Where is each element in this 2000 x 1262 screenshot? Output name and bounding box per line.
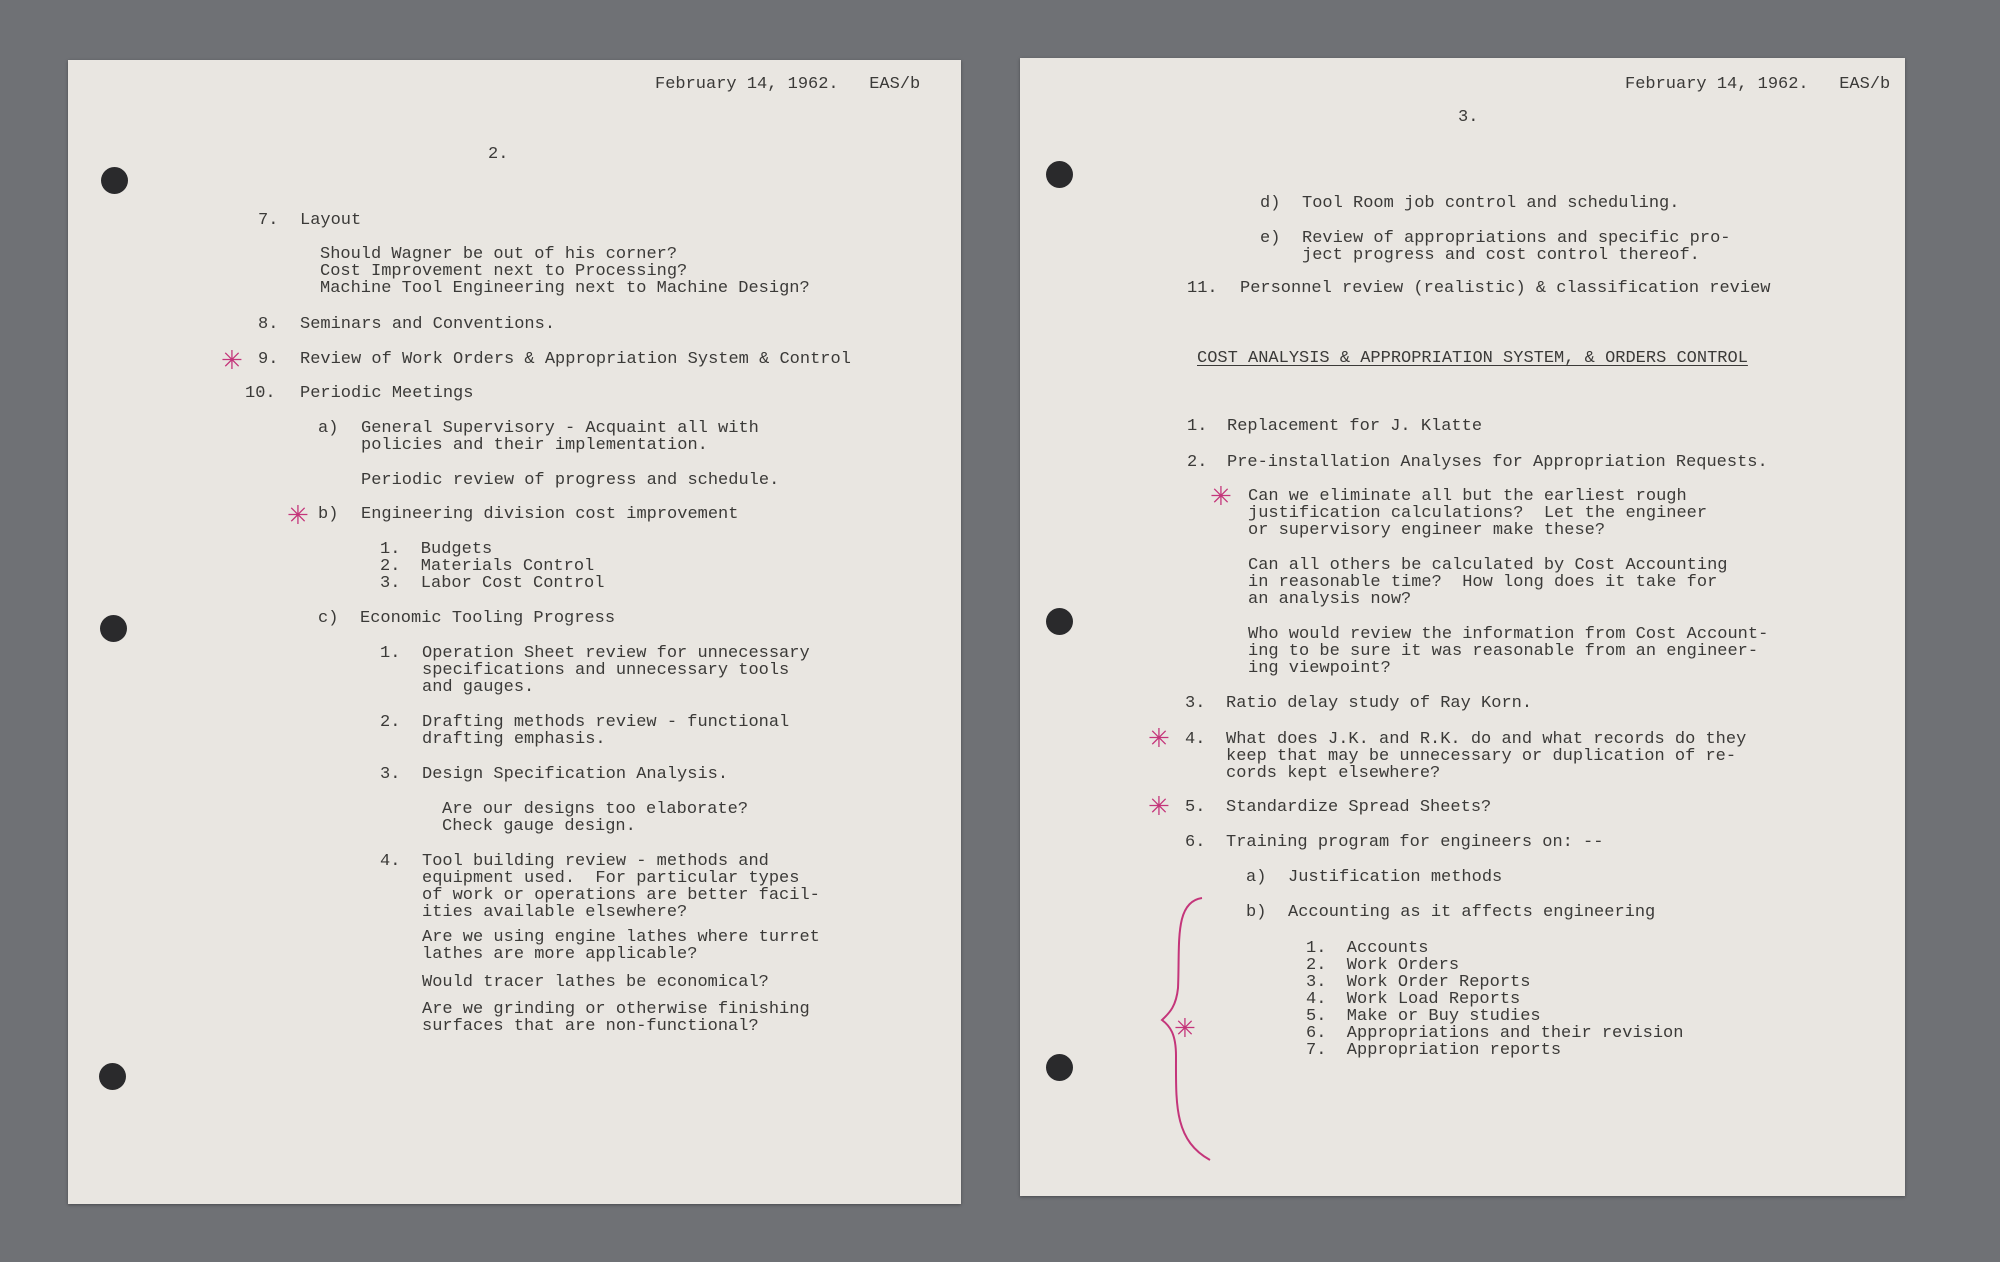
item-number: 11. bbox=[1187, 279, 1218, 298]
punch-hole bbox=[1046, 161, 1073, 188]
item-number: 4. bbox=[1185, 730, 1206, 749]
text-line: of work or operations are better facil- bbox=[422, 886, 820, 905]
text-line: General Supervisory - Acquaint all with bbox=[361, 419, 759, 438]
item-number: 8. bbox=[258, 315, 279, 334]
sub-title: Economic Tooling Progress bbox=[360, 609, 616, 628]
date-reference: February 14, 1962. EAS/b bbox=[1625, 75, 1891, 94]
text-line: Can all others be calculated by Cost Accounting bbox=[1248, 556, 1728, 575]
item-number: 3. bbox=[380, 765, 401, 784]
item-number: 1. bbox=[1187, 417, 1208, 436]
text-line: in reasonable time? How long does it take for bbox=[1248, 573, 1718, 592]
item-number: 5. bbox=[1185, 798, 1206, 817]
asterisk-annotation: ✳ bbox=[1210, 482, 1232, 512]
asterisk-annotation: ✳ bbox=[1174, 1014, 1196, 1044]
text-line: keep that may be unnecessary or duplication of re- bbox=[1226, 747, 1737, 766]
text-line: Review of appropriations and specific pro- bbox=[1302, 229, 1731, 248]
text-line: Operation Sheet review for unnecessary bbox=[422, 644, 810, 663]
text-line: ing viewpoint? bbox=[1248, 659, 1391, 678]
text-line: Can we eliminate all but the earliest rough bbox=[1248, 487, 1687, 506]
item-title: Periodic Meetings bbox=[300, 384, 474, 403]
text-line: surfaces that are non-functional? bbox=[422, 1017, 759, 1036]
text-line: Drafting methods review - functional bbox=[422, 713, 790, 732]
item-number: 7. bbox=[258, 211, 279, 230]
item-number: 6. bbox=[1185, 833, 1206, 852]
text-line: Machine Tool Engineering next to Machine Design? bbox=[320, 279, 810, 298]
list-item: 3. Work Order Reports bbox=[1306, 973, 1531, 992]
document-page-2 bbox=[68, 60, 961, 1204]
punch-hole bbox=[101, 167, 128, 194]
section-heading: COST ANALYSIS & APPROPRIATION SYSTEM, & ORDERS CONTROL bbox=[1197, 349, 1748, 368]
text-line: Are we using engine lathes where turret bbox=[422, 928, 820, 947]
page-number: 2. bbox=[488, 145, 509, 164]
list-item: 2. Work Orders bbox=[1306, 956, 1460, 975]
text-line: ing to be sure it was reasonable from an engineer- bbox=[1248, 642, 1759, 661]
list-item: 2. Materials Control bbox=[380, 557, 595, 576]
text-line: Tool Room job control and scheduling. bbox=[1302, 194, 1680, 213]
list-item: 4. Work Load Reports bbox=[1306, 990, 1521, 1009]
item-title: Standardize Spread Sheets? bbox=[1226, 798, 1492, 817]
item-title: Personnel review (realistic) & classification review bbox=[1240, 279, 1771, 298]
text-line: justification calculations? Let the engineer bbox=[1248, 504, 1708, 523]
item-number: 10. bbox=[245, 384, 276, 403]
punch-hole bbox=[100, 615, 127, 642]
item-number: 9. bbox=[258, 350, 279, 369]
asterisk-annotation: ✳ bbox=[1148, 724, 1170, 754]
sub-label: c) bbox=[318, 609, 339, 628]
item-title: Pre-installation Analyses for Appropriation Requests. bbox=[1227, 453, 1768, 472]
sub-label: d) bbox=[1260, 194, 1281, 213]
list-item: 1. Budgets bbox=[380, 540, 493, 559]
text-line: or supervisory engineer make these? bbox=[1248, 521, 1606, 540]
punch-hole bbox=[1046, 1054, 1073, 1081]
text-line: Are our designs too elaborate? bbox=[442, 800, 749, 819]
sub-label: b) bbox=[318, 505, 339, 524]
text-line: and gauges. bbox=[422, 678, 535, 697]
item-title: Design Specification Analysis. bbox=[422, 765, 729, 784]
item-title: Review of Work Orders & Appropriation System & Control bbox=[300, 350, 851, 369]
text-line: equipment used. For particular types bbox=[422, 869, 800, 888]
item-title: Replacement for J. Klatte bbox=[1227, 417, 1483, 436]
text-line: drafting emphasis. bbox=[422, 730, 606, 749]
sub-label: a) bbox=[1246, 868, 1267, 887]
text-line: Periodic review of progress and schedule. bbox=[361, 471, 780, 490]
text-line: cords kept elsewhere? bbox=[1226, 764, 1441, 783]
punch-hole bbox=[1046, 608, 1073, 635]
document-page-3 bbox=[1020, 58, 1905, 1196]
list-item: 7. Appropriation reports bbox=[1306, 1041, 1562, 1060]
text-line: Would tracer lathes be economical? bbox=[422, 973, 769, 992]
sub-label: e) bbox=[1260, 229, 1281, 248]
item-title: Seminars and Conventions. bbox=[300, 315, 556, 334]
text-line: an analysis now? bbox=[1248, 590, 1412, 609]
sub-label: b) bbox=[1246, 903, 1267, 922]
text-line: specifications and unnecessary tools bbox=[422, 661, 790, 680]
text-line: What does J.K. and R.K. do and what records do they bbox=[1226, 730, 1747, 749]
asterisk-annotation: ✳ bbox=[221, 346, 243, 376]
sub-title: Accounting as it affects engineering bbox=[1288, 903, 1656, 922]
asterisk-annotation: ✳ bbox=[287, 501, 309, 531]
item-number: 1. bbox=[380, 644, 401, 663]
text-line: ject progress and cost control thereof. bbox=[1302, 246, 1700, 265]
list-item: 1. Accounts bbox=[1306, 939, 1429, 958]
punch-hole bbox=[99, 1063, 126, 1090]
page-number: 3. bbox=[1458, 108, 1479, 127]
asterisk-annotation: ✳ bbox=[1148, 792, 1170, 822]
text-line: Check gauge design. bbox=[442, 817, 636, 836]
item-title: Training program for engineers on: -- bbox=[1226, 833, 1604, 852]
sub-title: Engineering division cost improvement bbox=[361, 505, 739, 524]
sub-label: a) bbox=[318, 419, 339, 438]
list-item: 5. Make or Buy studies bbox=[1306, 1007, 1541, 1026]
list-item: 3. Labor Cost Control bbox=[380, 574, 605, 593]
text-line: Who would review the information from Cost Account- bbox=[1248, 625, 1769, 644]
list-item: 6. Appropriations and their revision bbox=[1306, 1024, 1684, 1043]
date-reference: February 14, 1962. EAS/b bbox=[655, 75, 921, 94]
item-title: Layout bbox=[300, 211, 362, 230]
item-number: 2. bbox=[380, 713, 401, 732]
text-line: lathes are more applicable? bbox=[422, 945, 698, 964]
text-line: ities available elsewhere? bbox=[422, 903, 688, 922]
text-line: Cost Improvement next to Processing? bbox=[320, 262, 688, 281]
item-title: Ratio delay study of Ray Korn. bbox=[1226, 694, 1533, 713]
item-number: 3. bbox=[1185, 694, 1206, 713]
item-number: 4. bbox=[380, 852, 401, 871]
text-line: Should Wagner be out of his corner? bbox=[320, 245, 678, 264]
item-number: 2. bbox=[1187, 453, 1208, 472]
sub-title: Justification methods bbox=[1288, 868, 1503, 887]
text-line: Tool building review - methods and bbox=[422, 852, 769, 871]
text-line: policies and their implementation. bbox=[361, 436, 708, 455]
text-line: Are we grinding or otherwise finishing bbox=[422, 1000, 810, 1019]
